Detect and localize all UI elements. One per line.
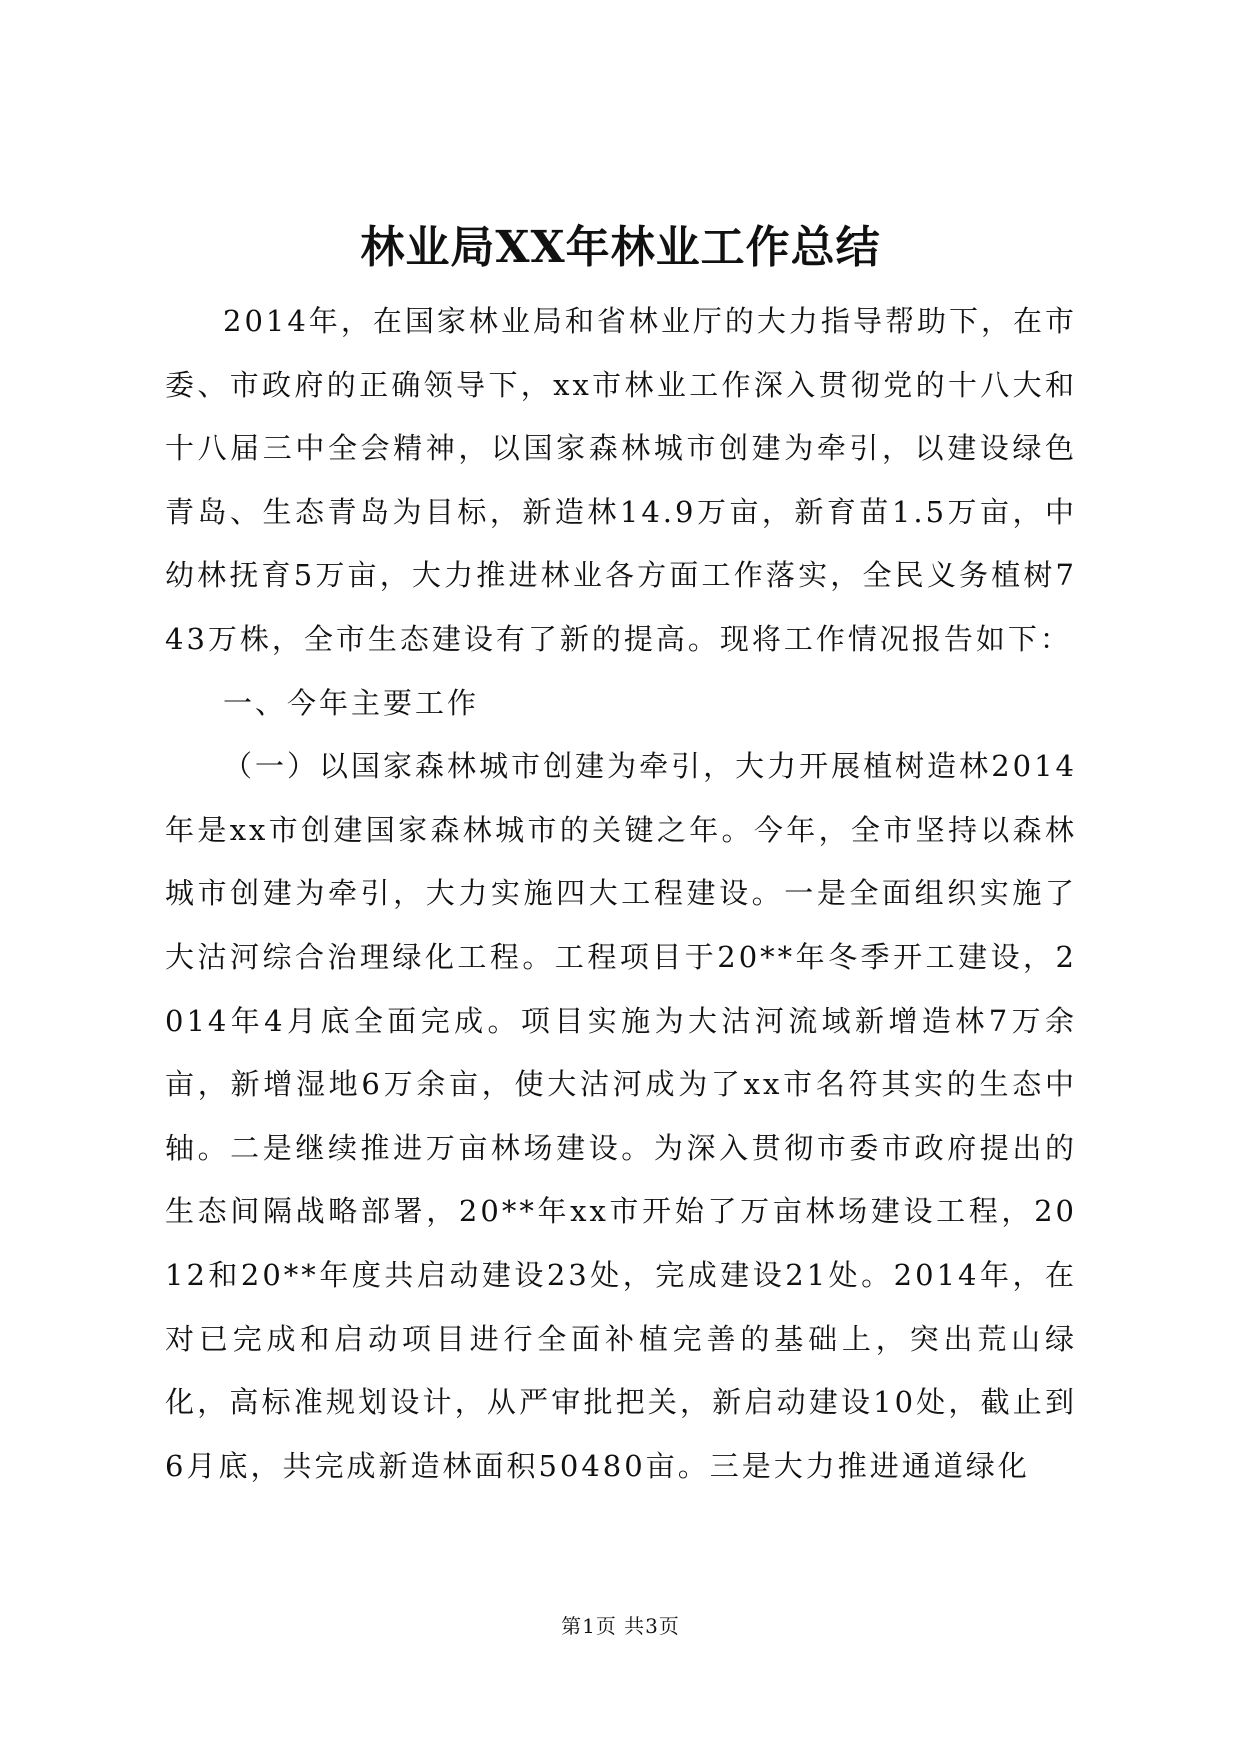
- section-paragraph: （一）以国家森林城市创建为牵引，大力开展植树造林2014年是xx市创建国家森林城市的关键之年。今年，全市坚持以森林城市创建为牵引，大力实施四大工程建设。一是全面组织实施了大沽河综合治理绿化工程。工程项目于20**年冬季开工建设，2014年4月底全面完成。项目实施为大沽河流域新增造林7万余亩，新增湿地6万余亩，使大沽河成为了xx市名符其实的生态中轴。二是继续推进万亩林场建设。为深入贯彻市委市政府提出的生态间隔战略部署，20**年xx市开始了万亩林场建设工程，2012和20**年度共启动建设23处，完成建设21处。2014年，在对已完成和启动项目进行全面补植完善的基础上，突出荒山绿化，高标准规划设计，从严审批把关，新启动建设10处，截止到6月底，共完成新造林面积50480亩。三是大力推进通道绿化: [165, 749, 1077, 1483]
- section-heading: 一、今年主要工作: [223, 685, 480, 720]
- page-number: 第1页 共3页: [561, 1614, 680, 1638]
- intro-paragraph: 2014年，在国家林业局和省林业厅的大力指导帮助下，在市委、市政府的正确领导下，xx市林业工作深入贯彻党的十八大和十八届三中全会精神，以国家森林城市创建为牵引，以建设绿色青岛、生态青岛为目标，新造林14.9万亩，新育苗1.5万亩，中幼林抚育5万亩，大力推进林业各方面工作落实，全民义务植树743万株，全市生态建设有了新的提高。现将工作情况报告如下：: [165, 304, 1077, 656]
- document-body: [165, 290, 1077, 1498]
- document-title: 林业局XX年林业工作总结: [360, 222, 881, 273]
